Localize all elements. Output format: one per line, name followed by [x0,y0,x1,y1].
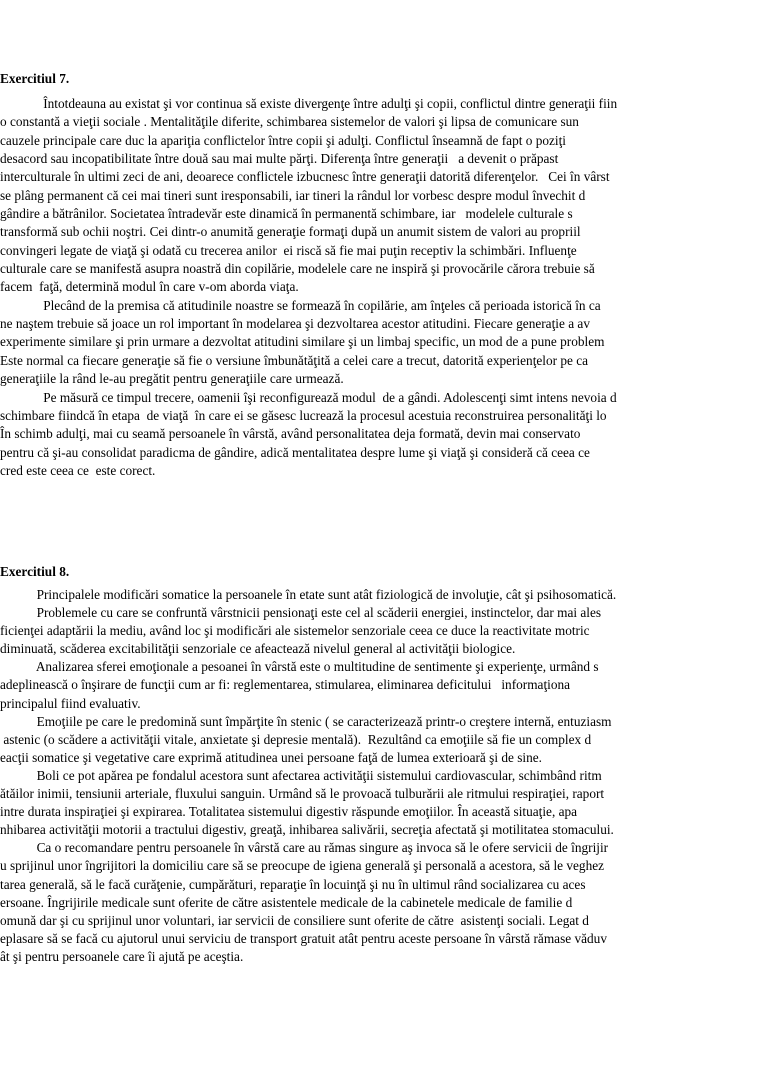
text-line: principalul fiind evaluativ. [0,695,141,711]
exercise-7-heading: Exercitiul 7. [0,71,70,86]
text-line: desacord sau incopatibilitate între două sau mai multe părţi. Diferenţa între generaţii a devenit o prăpast [0,151,559,167]
text-line: intre durata inspiraţiei şi expirarea. Totalitatea sistemului digestiv răspunde emoţiilor. În această situaţie, apa [0,804,578,820]
text-line: cauzele principale care duc la apariţia conflictelor între copii şi adulţi. Conflictul înseamnă de fapt o poziţi [0,132,566,148]
text-line: se plâng permanent că cei mai tineri sunt iresponsabili, iar tineri la rândul lor vorbesc despre modul învechit d [0,187,586,203]
text-line: interculturale în ultimi zeci de ani, deoarece conflictele izbucnesc între generaţii datorită diferenţelor. Cei în vârst [0,169,610,185]
text-line: ficienţei adaptării la mediu, având loc şi modificări ale sistemelor senzoriale ceea ce duce la reactivitate motric [0,623,590,639]
text-line: Analizarea sferei emoţionale a pesoanei în vârstă este o multitudine de sentimente şi experienţe, urmând s [0,659,599,675]
text-line: ne naştem trebuie să joace un rol important în modelarea şi dezvoltarea acestor atitudini. Fiecare generaţie a av [0,316,590,332]
text-line: schimbare fiindcă în etapa de viaţă în care ei se găsesc lucrează la procesul acestuia reconstruirea personalităţi lo [0,407,607,423]
exercise-8-section [0,563,768,966]
text-line: culturale care se manifestă asupra noastră din copilărie, modelele care ne inspiră şi provocările cărora trebuie să [0,261,595,277]
text-line: Este normal ca fiecare generaţie să fie o versiune îmbunătăţită a celei care a trecut, datorită experienţelor pe ca [0,352,589,368]
text-line: eplasare să se facă cu ajutorul unui serviciu de transport gratuit atât pentru aceste persoane în vârstă rămase văduv [0,930,607,946]
text-line: pentru că şi-au consolidat paradicma de gândire, adică mentalitatea despre lume şi viaţă şi consideră că ceea ce [0,444,590,460]
text-line: Boli ce pot apărea pe fondalul acestora sunt afectarea activităţii sistemului cardiovascular, schimbând ritm [0,767,602,783]
text-line: Întotdeauna au existat şi vor continua să existe divergenţe între adulţi şi copii, conflictul dintre generaţii fiin [0,96,618,111]
text-line: gândire a bătrânilor. Societatea întradevăr este dinamică în permanentă schimbare, iar modelele culturale s [0,206,573,222]
text-line: ersoane. Îngrijirile medicale sunt oferite de către asistentele medicale de la cabinetele medicale de familie d [0,894,573,910]
text-line: cred este ceea ce este corect. [0,462,156,478]
text-line: În schimb adulţi, mai cu seamă persoanele în vârstă, având personalitatea deja formată, devin mai conservato [0,426,581,442]
text-line: nhibarea activităţii motorii a tractului digestiv, greaţă, inhibarea salivării, secreţia afectată şi motilitatea stomacului. [0,822,614,838]
text-line: Pe măsură ce timpul trecere, oamenii îşi reconfigurează modul de a gândi. Adolescenţi simt intens nevoia d [0,389,617,405]
text-line: omună dar şi cu sprijinul unor voluntari, iar servicii de consiliere sunt oferite de către asistenţi sociali. Legat d [0,912,589,928]
text-line: Problemele cu care se confruntă vârstnicii pensionaţi este cel al scăderii energiei, instinctelor, dar mai ales [0,605,602,621]
exercise-8-body [0,586,768,966]
text-line: u sprijinul unor îngrijitori la domiciliu care să se preocupe de igiena generală şi personală a acestora, să le veghez [0,858,605,874]
text-line: adeplinească o înşirare de funcţii cum ar fi: reglementarea, stimularea, eliminarea deficitului informaţiona [0,677,571,693]
text-line: Emoţiile pe care le predomină sunt împărţite în stenic ( se caracterizează printr-o creştere internă, entuziasm [0,713,612,729]
text-line: diminuată, scăderea excitabilităţii senzoriale ce afeactează nivelul general al activităţii biologice. [0,641,516,657]
exercise-8-heading: Exercitiul 8. [0,564,70,579]
exercise-7-body [0,95,768,480]
text-line: tarea generală, să le facă curăţenie, cumpărături, reparaţie în locuinţă şi nu în ultimul rând socializarea cu aces [0,876,586,892]
text-line: astenic (o scădere a activităţii vitale, anxietate şi depresie mentală). Rezultând ca emoţiile să fie un complex d [0,731,592,747]
text-line: Ca o recomandare pentru persoanele în vârstă care au rămas singure aş invoca să le ofere servicii de îngrijir [0,840,609,856]
text-line: convingeri legate de viaţă şi odată cu trecerea anilor ei riscă să fie mai puţin receptiv la schimbări. Influenţe [0,242,577,258]
text-line: eacţii somatice şi vegetative care exprimă atitudinea unei persoane faţă de lumea exterioară şi de sine. [0,749,542,765]
exercise-7-section [0,70,768,480]
text-line: Plecând de la premisa că atitudinile noastre se formează în copilărie, am înţeles că perioada istorică în ca [0,297,601,313]
text-line: transformă sub ochii noştri. Cei dintr-o anumită generaţie formaţi după un anumit sistem de valori au propriil [0,224,581,240]
text-line: ât şi pentru persoanele care îi ajută pe aceştia. [0,948,244,964]
text-line: ătăilor inimii, tensiunii arteriale, fluxului sanguin. Urmând să le provoacă tulburării ale ritmului respiraţiei, raport [0,786,605,802]
text-line: facem faţă, determină modul în care v-om aborda viaţa. [0,279,299,295]
text-line: Principalele modificări somatice la persoanele în etate sunt atât fiziologică de involuţie, cât şi psihosomatică. [0,587,617,602]
text-line: o constantă a vieţii sociale . Mentalităţile diferite, schimbarea sistemelor de valori şi lipsa de comunicare sun [0,114,579,130]
text-line: generaţiile la rând le-au pregătit pentru generaţiile care urmează. [0,371,344,387]
text-line: experimente similare şi prin urmare a dezvoltat atitudini similare şi un limbaj specific, un mod de a pune problem [0,334,605,350]
